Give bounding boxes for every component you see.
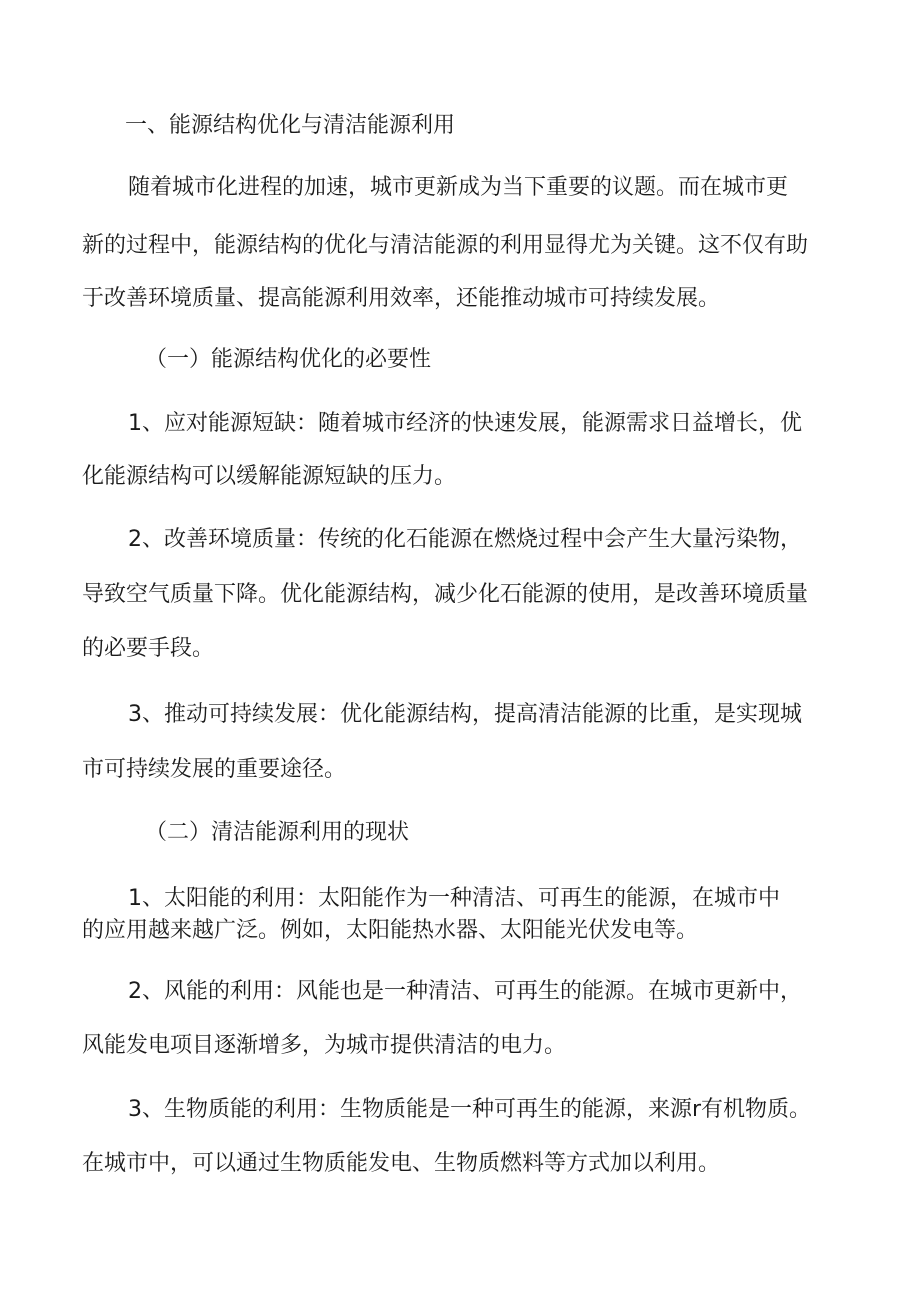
item-1-3-line-2: 市可持续发展的重要途径。 — [82, 757, 347, 782]
item-2-1-line-1: 1、太阳能的利用：太阳能作为一种清洁、可再生的能源，在城市中 — [128, 886, 780, 911]
intro-line-1: 随着城市化进程的加速，城市更新成为当下重要的议题。而在城市更 — [128, 175, 789, 200]
item-1-1-line-2: 化能源结构可以缓解能源短缺的压力。 — [82, 464, 457, 489]
item-1-2-line-1: 2、改善环境质量：传统的化石能源在燃烧过程中会产生大量污染物， — [128, 527, 802, 552]
item-1-1-line-1: 1、应对能源短缺：随着城市经济的快速发展，能源需求日益增长，优 — [128, 411, 802, 436]
subsection-heading-1: （一）能源结构优化的必要性 — [145, 347, 432, 372]
item-2-3-line-1: 3、生物质能的利用：生物质能是一种可再生的能源，来源r有机物质。 — [128, 1097, 812, 1122]
subsection-heading-2: （二）清洁能源利用的现状 — [145, 820, 410, 845]
item-1-3-line-1: 3、推动可持续发展：优化能源结构，提高清洁能源的比重，是实现城 — [128, 702, 802, 727]
item-2-1-line-2: 的应用越来越广泛。例如，太阳能热水器、太阳能光伏发电等。 — [82, 918, 699, 943]
intro-line-3: 于改善环境质量、提高能源利用效率，还能推动城市可持续发展。 — [82, 286, 721, 311]
section-heading: 一、能源结构优化与清洁能源利用 — [125, 113, 456, 138]
item-1-2-line-2: 导致空气质量下降。优化能源结构，减少化石能源的使用，是改善环境质量 — [82, 582, 809, 607]
item-2-3-line-2: 在城市中，可以通过生物质能发电、生物质燃料等方式加以利用。 — [82, 1151, 721, 1176]
intro-line-2: 新的过程中，能源结构的优化与清洁能源的利用显得尤为关键。这不仅有助 — [82, 233, 809, 258]
item-2-2-line-1: 2、风能的利用：风能也是一种清洁、可再生的能源。在城市更新中， — [128, 979, 802, 1004]
item-2-2-line-2: 风能发电项目逐渐增多，为城市提供清洁的电力。 — [82, 1033, 567, 1058]
item-1-2-line-3: 的必要手段。 — [82, 636, 215, 661]
